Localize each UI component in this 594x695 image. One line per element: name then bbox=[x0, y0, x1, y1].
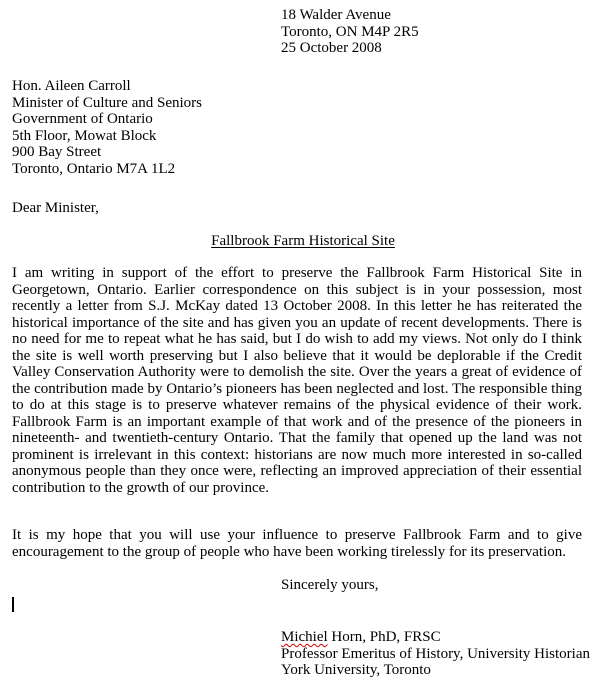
signatory-name-rest: Horn, PhD, FRSC bbox=[327, 629, 441, 645]
subject-text: Fallbrook Farm Historical Site bbox=[211, 233, 395, 249]
recipient-name: Hon. Aileen Carroll bbox=[12, 78, 131, 94]
closing: Sincerely yours, bbox=[281, 577, 379, 593]
recipient-address-block bbox=[12, 78, 202, 177]
subject-line bbox=[0, 233, 594, 250]
recipient-floor: 5th Floor, Mowat Block bbox=[12, 127, 157, 144]
salutation: Dear Minister, bbox=[12, 200, 99, 216]
recipient-street: 900 Bay Street bbox=[12, 144, 102, 160]
letter-date: 25 October 2008 bbox=[281, 40, 382, 56]
body-paragraph-1: I am writing in support of the effort to preserve the Fallbrook Farm Historical Site in Georgetown, Ontario. Earlier correspondence on this subject is in your possession, most recently a letter from S.J. McKay dated 13 October 2008. In this letter he has reiterated the historical importance of the site and has given you an update of recent developments. There is no need for me to repeat what he has said, but I do wish to add my views. Not only do I think the site is well worth preserving but I also believe that it would be deplorable if the Credit Valley Conservation Authority were to demolish the site. Over the years a great of evidence of the contribution made by Ontario’s pioneers has been neglected and lost. The responsible thing to do at this stage is to preserve whatever remains of the physical evidence of their work. Fallbrook Farm is an important example of that work and of the presence of the pioneers in nineteenth- and twentieth-century Ontario. That the family that opened up the land was not prominent is irrelevant in this context: historians are now much more interested in so-called anonymous people than they once were, reflecting an improved appreciation of their essential contribution to the growth of our province. bbox=[12, 265, 582, 496]
body-paragraph-2: It is my hope that you will use your influence to preserve Fallbrook Farm and to give encouragement to the group of people who have been working tirelessly for its preservation. bbox=[12, 527, 582, 560]
recipient-city: Toronto, Ontario M7A 1L2 bbox=[12, 160, 176, 177]
sender-address-block bbox=[281, 7, 419, 57]
sender-city: Toronto, ON M4P 2R5 bbox=[281, 23, 419, 40]
text-cursor bbox=[12, 597, 14, 612]
signatory-institution: York University, Toronto bbox=[281, 662, 431, 678]
sender-street: 18 Walder Avenue bbox=[281, 7, 391, 23]
signature-block bbox=[281, 629, 590, 679]
recipient-organization: Government of Ontario bbox=[12, 111, 153, 127]
signatory-position: Professor Emeritus of History, University Historian bbox=[281, 645, 590, 662]
recipient-title: Minister of Culture and Seniors bbox=[12, 94, 202, 111]
signatory-name bbox=[281, 629, 590, 646]
spellcheck-flagged-word[interactable]: Michiel bbox=[281, 629, 328, 645]
